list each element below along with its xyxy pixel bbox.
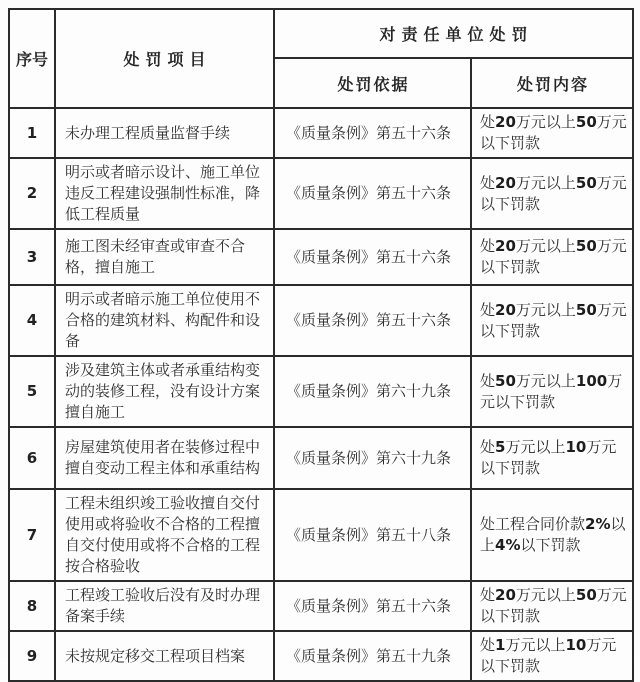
cell-content: 处5万元以上10万元以下罚款 bbox=[471, 427, 633, 489]
cell-basis: 《质量条例》第五十六条 bbox=[274, 285, 471, 356]
cell-content: 处20万元以上50万元以下罚款 bbox=[471, 285, 633, 356]
cell-basis: 《质量条例》第六十九条 bbox=[274, 356, 471, 427]
cell-basis: 《质量条例》第五十六条 bbox=[274, 229, 471, 285]
cell-content: 处1万元以上10万元以下罚款 bbox=[471, 631, 633, 681]
table-row bbox=[9, 581, 633, 631]
cell-item: 明示或者暗示设计、施工单位违反工程建设强制性标准，降低工程质量 bbox=[55, 158, 274, 229]
cell-basis: 《质量条例》第五十六条 bbox=[274, 158, 471, 229]
cell-serial: 8 bbox=[9, 581, 55, 631]
cell-content: 处20万元以上50万元以下罚款 bbox=[471, 158, 633, 229]
header-group: 对责任单位处罚 bbox=[274, 9, 633, 58]
cell-item: 施工图未经审查或审查不合格，擅自施工 bbox=[55, 229, 274, 285]
header-item: 处罚项目 bbox=[55, 9, 274, 108]
table-row bbox=[9, 229, 633, 285]
table-header bbox=[9, 9, 633, 108]
cell-item: 工程未组织竣工验收擅自交付使用或将验收不合格的工程擅自交付使用或将不合格的工程按合格验收 bbox=[55, 489, 274, 581]
cell-basis: 《质量条例》第五十六条 bbox=[274, 581, 471, 631]
cell-basis: 《质量条例》第五十九条 bbox=[274, 631, 471, 681]
cell-item: 房屋建筑使用者在装修过程中擅自变动工程主体和承重结构 bbox=[55, 427, 274, 489]
cell-item: 未办理工程质量监督手续 bbox=[55, 108, 274, 158]
header-basis: 处罚依据 bbox=[274, 58, 471, 108]
penalty-table bbox=[8, 8, 634, 682]
cell-serial: 2 bbox=[9, 158, 55, 229]
table-row bbox=[9, 631, 633, 681]
cell-content: 处工程合同价款2%以上4%以下罚款 bbox=[471, 489, 633, 581]
cell-content: 处20万元以上50万元以下罚款 bbox=[471, 229, 633, 285]
cell-serial: 4 bbox=[9, 285, 55, 356]
cell-basis: 《质量条例》第六十九条 bbox=[274, 427, 471, 489]
cell-basis: 《质量条例》第五十六条 bbox=[274, 108, 471, 158]
cell-item: 未按规定移交工程项目档案 bbox=[55, 631, 274, 681]
table-row bbox=[9, 285, 633, 356]
header-serial: 序号 bbox=[9, 9, 55, 108]
table-row bbox=[9, 108, 633, 158]
table-body bbox=[9, 108, 633, 681]
cell-content: 处20万元以上50万元以下罚款 bbox=[471, 108, 633, 158]
cell-serial: 3 bbox=[9, 229, 55, 285]
cell-item: 明示或者暗示施工单位使用不合格的建筑材料、构配件和设备 bbox=[55, 285, 274, 356]
table-row bbox=[9, 427, 633, 489]
header-content: 处罚内容 bbox=[471, 58, 633, 108]
cell-serial: 5 bbox=[9, 356, 55, 427]
cell-serial: 9 bbox=[9, 631, 55, 681]
cell-item: 涉及建筑主体或者承重结构变动的装修工程，没有设计方案擅自施工 bbox=[55, 356, 274, 427]
cell-content: 处50万元以上100万元以下罚款 bbox=[471, 356, 633, 427]
cell-item: 工程竣工验收后没有及时办理备案手续 bbox=[55, 581, 274, 631]
cell-basis: 《质量条例》第五十八条 bbox=[274, 489, 471, 581]
cell-serial: 1 bbox=[9, 108, 55, 158]
cell-serial: 6 bbox=[9, 427, 55, 489]
table-row bbox=[9, 489, 633, 581]
table-row bbox=[9, 356, 633, 427]
table-row bbox=[9, 158, 633, 229]
cell-serial: 7 bbox=[9, 489, 55, 581]
cell-content: 处20万元以上50万元以下罚款 bbox=[471, 581, 633, 631]
